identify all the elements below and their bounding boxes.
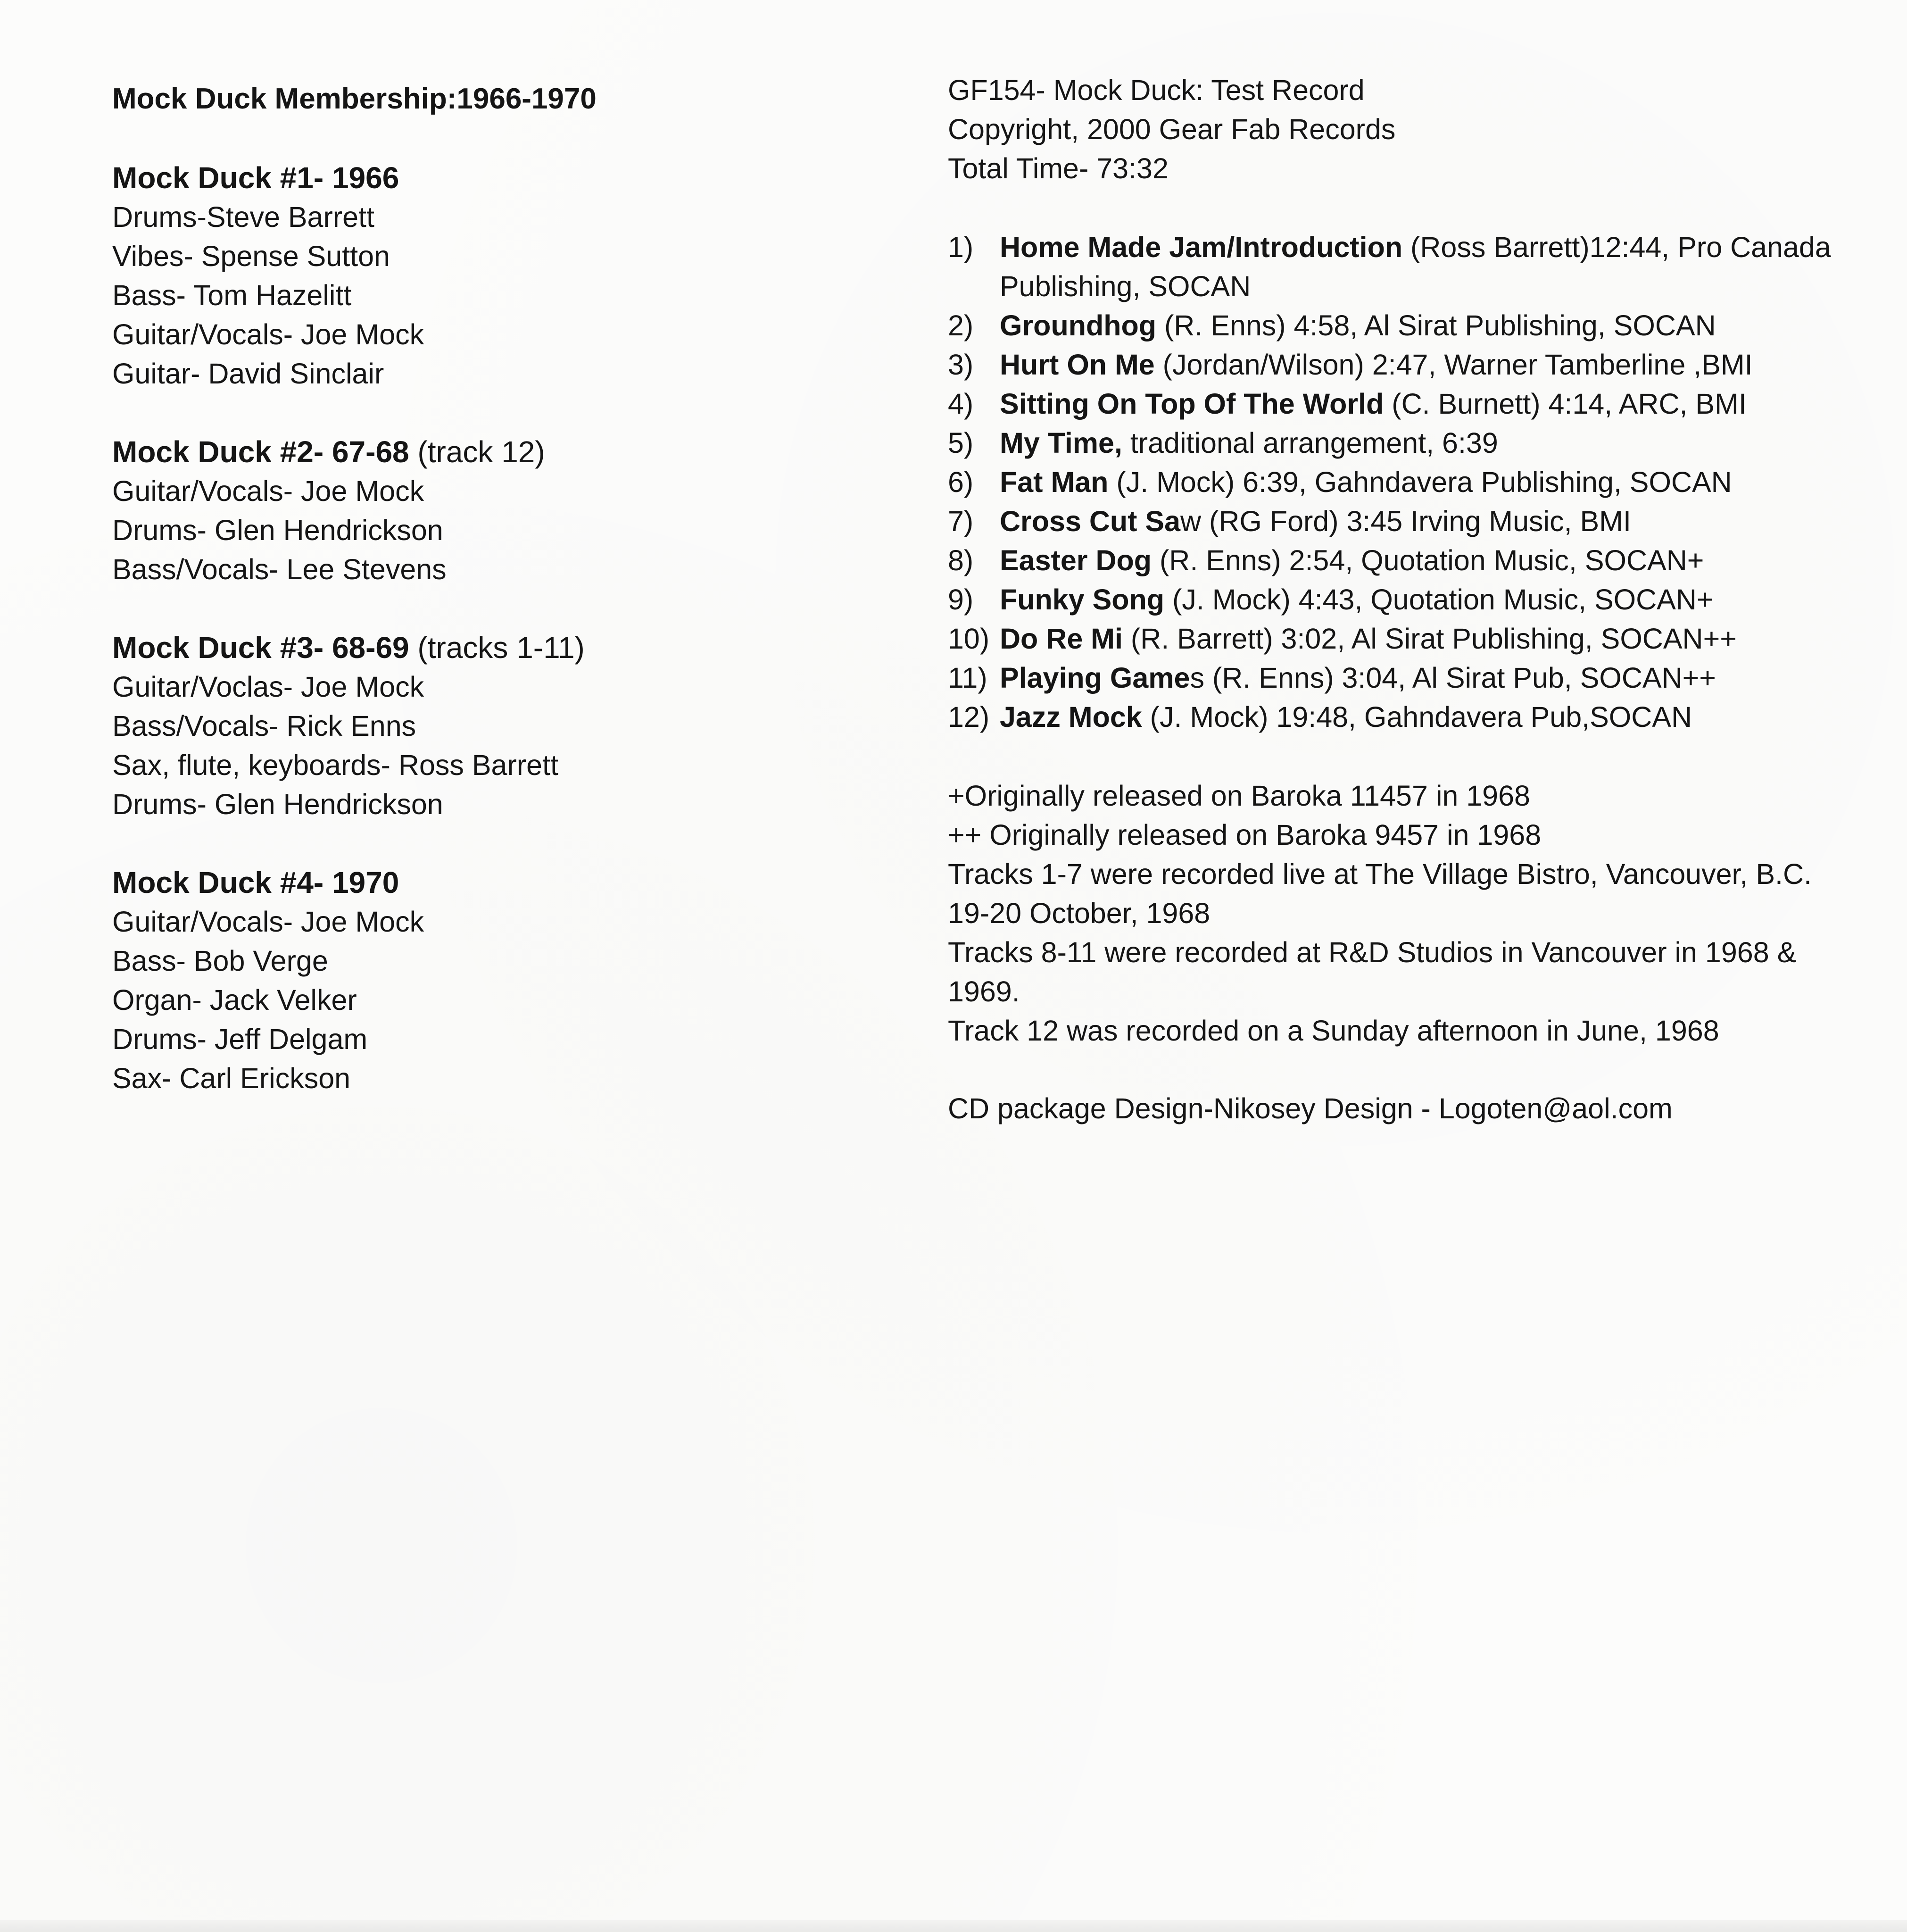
track-item — [948, 698, 1844, 737]
lineup-title — [112, 158, 914, 198]
member: Bass- Bob Verge — [112, 945, 328, 977]
member: Guitar/Voclas- Joe Mock — [112, 671, 424, 703]
lineup-name: Mock Duck #3- 68-69 — [112, 631, 409, 665]
member: Organ- Jack Velker — [112, 984, 357, 1016]
track-number: 7) — [948, 505, 974, 537]
track-number: 9) — [948, 583, 974, 616]
membership-column — [112, 79, 914, 1137]
track-title: Groundhog — [1000, 309, 1157, 341]
release-column — [948, 71, 1844, 1128]
lineup-1 — [112, 158, 914, 393]
track-item — [948, 619, 1844, 658]
track-item — [948, 658, 1844, 698]
track-title: Easter Dog — [1000, 544, 1152, 576]
note-line: Tracks 8-11 were recorded at R&D Studios in Vancouver in 1968 & 1969. — [948, 936, 1797, 1008]
lineup-note: (track 12) — [417, 435, 545, 469]
track-number: 1) — [948, 231, 974, 263]
track-number: 5) — [948, 427, 974, 459]
copyright: Copyright, 2000 Gear Fab Records — [948, 113, 1396, 145]
member: Drums- Jeff Delgam — [112, 1023, 368, 1055]
track-number: 4) — [948, 388, 974, 420]
lineup-title — [112, 863, 914, 902]
track-detail: traditional arrangement, 6:39 — [1122, 427, 1498, 459]
track-title: Sitting On Top Of The World — [1000, 388, 1384, 420]
lineup-name: Mock Duck #4- 1970 — [112, 866, 399, 899]
track-title: Fat Man — [1000, 466, 1109, 498]
track-number: 6) — [948, 466, 974, 498]
track-item — [948, 306, 1844, 345]
track-title: Do Re Mi — [1000, 623, 1123, 655]
track-detail: (Jordan/Wilson) 2:47, Warner Tamberline ,BMI — [1154, 349, 1753, 381]
track-title: Playing Game — [1000, 662, 1190, 694]
track-detail: (J. Mock) 19:48, Gahndavera Pub,SOCAN — [1142, 701, 1692, 733]
track-number: 12) — [948, 701, 990, 733]
track-item — [948, 345, 1844, 384]
track-number: 10) — [948, 623, 990, 655]
recording-notes — [948, 776, 1844, 1050]
track-detail: w (RG Ford) 3:45 Irving Music, BMI — [1180, 505, 1631, 537]
track-item — [948, 424, 1844, 463]
release-info — [948, 71, 1844, 188]
lineup-2 — [112, 432, 914, 589]
total-time: Total Time- 73:32 — [948, 152, 1169, 184]
member: Guitar/Vocals- Joe Mock — [112, 906, 424, 938]
track-detail: (R. Enns) 4:58, Al Sirat Publishing, SOCAN — [1156, 309, 1716, 341]
note-line: Tracks 1-7 were recorded live at The Village Bistro, Vancouver, B.C. 19-20 October, 1968 — [948, 858, 1812, 929]
track-number: 11) — [948, 662, 987, 694]
member: Drums- Glen Hendrickson — [112, 514, 443, 546]
track-detail: (Ross Barrett)12:44, Pro Canada Publishing, SOCAN — [1000, 231, 1831, 302]
catalog-number: GF154- Mock Duck: Test Record — [948, 74, 1365, 106]
track-list — [948, 228, 1844, 737]
member: Vibes- Spense Sutton — [112, 240, 390, 272]
track-title: Jazz Mock — [1000, 701, 1142, 733]
track-item — [948, 502, 1844, 541]
track-title: Cross Cut Sa — [1000, 505, 1181, 537]
member: Guitar- David Sinclair — [112, 358, 384, 390]
track-detail: (R. Enns) 2:54, Quotation Music, SOCAN+ — [1152, 544, 1704, 576]
lineup-name: Mock Duck #2- 67-68 — [112, 435, 409, 469]
member: Bass/Vocals- Lee Stevens — [112, 553, 447, 585]
design-credit: CD package Design-Nikosey Design - Logoten@aol.com — [948, 1092, 1673, 1124]
track-detail: s (R. Enns) 3:04, Al Sirat Pub, SOCAN++ — [1190, 662, 1716, 694]
track-item — [948, 541, 1844, 580]
track-detail: (J. Mock) 4:43, Quotation Music, SOCAN+ — [1164, 583, 1714, 616]
lineup-note: (tracks 1-11) — [417, 631, 585, 665]
member: Sax, flute, keyboards- Ross Barrett — [112, 749, 558, 781]
member: Drums- Glen Hendrickson — [112, 788, 443, 820]
note-line: Track 12 was recorded on a Sunday afternoon in June, 1968 — [948, 1015, 1719, 1047]
member: Bass/Vocals- Rick Enns — [112, 710, 416, 742]
track-item — [948, 463, 1844, 502]
track-item — [948, 580, 1844, 619]
track-detail: (J. Mock) 6:39, Gahndavera Publishing, SOCAN — [1108, 466, 1732, 498]
track-number: 3) — [948, 349, 974, 381]
track-title: Funky Song — [1000, 583, 1165, 616]
member: Bass- Tom Hazelitt — [112, 279, 352, 311]
track-title: My Time, — [1000, 427, 1122, 459]
note-line: ++ Originally released on Baroka 9457 in 1968 — [948, 819, 1542, 851]
member: Guitar/Vocals- Joe Mock — [112, 475, 424, 507]
track-title: Home Made Jam/Introduction — [1000, 231, 1403, 263]
member: Sax- Carl Erickson — [112, 1062, 351, 1094]
note-line: +Originally released on Baroka 11457 in 1968 — [948, 780, 1530, 812]
member: Drums-Steve Barrett — [112, 201, 374, 233]
track-detail: (R. Barrett) 3:02, Al Sirat Publishing, SOCAN++ — [1122, 623, 1737, 655]
lineup-4 — [112, 863, 914, 1098]
track-item — [948, 384, 1844, 424]
track-number: 2) — [948, 309, 974, 341]
membership-title: Mock Duck Membership:1966-1970 — [112, 83, 597, 115]
page-bottom-edge — [0, 1920, 1907, 1932]
track-detail: (C. Burnett) 4:14, ARC, BMI — [1384, 388, 1747, 420]
lineup-3 — [112, 628, 914, 824]
track-item — [948, 228, 1844, 306]
track-title: Hurt On Me — [1000, 349, 1155, 381]
member: Guitar/Vocals- Joe Mock — [112, 318, 424, 350]
lineup-name: Mock Duck #1- 1966 — [112, 161, 399, 195]
lineup-title — [112, 432, 914, 472]
lineup-title — [112, 628, 914, 667]
track-number: 8) — [948, 544, 974, 576]
